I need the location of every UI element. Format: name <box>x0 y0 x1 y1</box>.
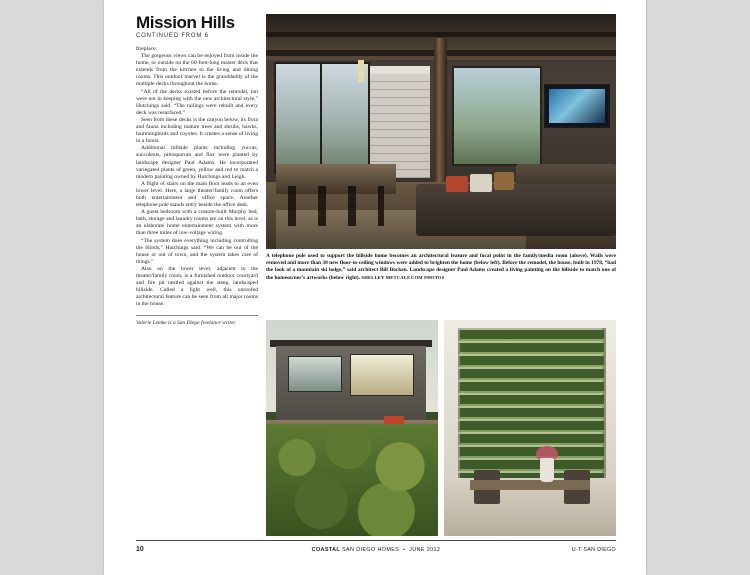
photo-caption <box>266 253 616 282</box>
issue-date: JUNE 2012 <box>409 547 441 553</box>
article-paragraph: Also on the lower level, adjacent to the theater/family room, is a furnished outdoor courtyard and fire pit nestled against the steep, landscaped hillside. Called a light well, this unroofed architectural feature can be seen from all major rooms in the house. <box>136 265 258 308</box>
magazine-page <box>104 0 646 575</box>
photo-family-media-room <box>266 14 616 249</box>
publisher-name: U-T SAN DIEGO <box>571 547 616 553</box>
publication-info: COASTAL SAN DIEGO HOMES • JUNE 2012 <box>311 547 441 553</box>
page-number: 10 <box>136 546 144 553</box>
article-paragraph: Seen from these decks is the canyon below, its flora and fauna including mature trees and shrubs, hawks, hummingbirds and coyotes. It creates a sense of living in a forest. <box>136 116 258 145</box>
divider <box>136 315 258 316</box>
publication-subtitle: SAN DIEGO HOMES <box>342 547 400 553</box>
page-content <box>136 14 616 544</box>
article-column <box>136 14 258 534</box>
article-paragraph: Additional hillside plants including yuccas, succulents, pittosporum and flax were planted by landscape designer Paul Adams. He incorporated variegated plants of green, yellow and red to match a modern painting owned by Hutchings and Leigh. <box>136 145 258 180</box>
page-title: Mission Hills <box>136 13 235 32</box>
continued-from-label: CONTINUED FROM 6 <box>136 33 209 39</box>
article-paragraph: The gorgeous views can be enjoyed from inside the home, or outside on the 60-foot-long master deck that extends from the kitchen to the living and dining rooms. This outdoor marvel is the granddaddy of the multiple decks throughout the home. <box>136 53 258 88</box>
photo-hillside-exterior <box>266 320 438 536</box>
footer-divider <box>136 540 616 541</box>
page-footer <box>136 545 616 559</box>
caption-text: A telephone pole used to support the hillside home becomes an architectural feature and focal point in the family/media room (above). Walls were removed and more than 30 new floor-to-ceiling windows were added to brighten the home (below left). Before the remodel, the house, built in 1978, “had the look of a mountain ski lodge,” said architect Bill Bocken. Landscape designer Paul Adams created a living painting on the hillside to match one of the homeowner’s artworks (below right). <box>266 253 616 282</box>
article-body <box>136 46 258 308</box>
publication-name: COASTAL <box>311 547 341 553</box>
article-paragraph: “The system does everything including controlling the blinds,” Hutchings said. “We can be out of the house or out of town, and the system takes care of things.” <box>136 237 258 265</box>
article-paragraph: “All of the decks existed before the remodel, but were not in keeping with the new architectural style,” Hutchings said. “The railings were rebuilt and every deck was resurfaced.” <box>136 88 258 116</box>
author-credit: Valerie Lemke is a San Diego freelance writer. <box>136 320 237 327</box>
photo-living-wall <box>444 320 616 536</box>
article-paragraph: fireplace. <box>136 46 157 52</box>
photo-column <box>266 14 616 534</box>
photo-credit: SHELLEY METCALF.COM PHOTOS <box>361 275 445 281</box>
article-paragraph: A guest bedroom with a custom-built Murphy bed, bath, storage and laundry rooms are on this level, as is an elaborate home entertainment system with more than three miles of low-voltage wiring. <box>136 209 258 237</box>
article-paragraph: A flight of stairs on the main floor leads to an even lower level. Here, a large theater/family room offers both entertainment and office space. Another telephone pole stands entry beside the office desk. <box>136 180 258 209</box>
